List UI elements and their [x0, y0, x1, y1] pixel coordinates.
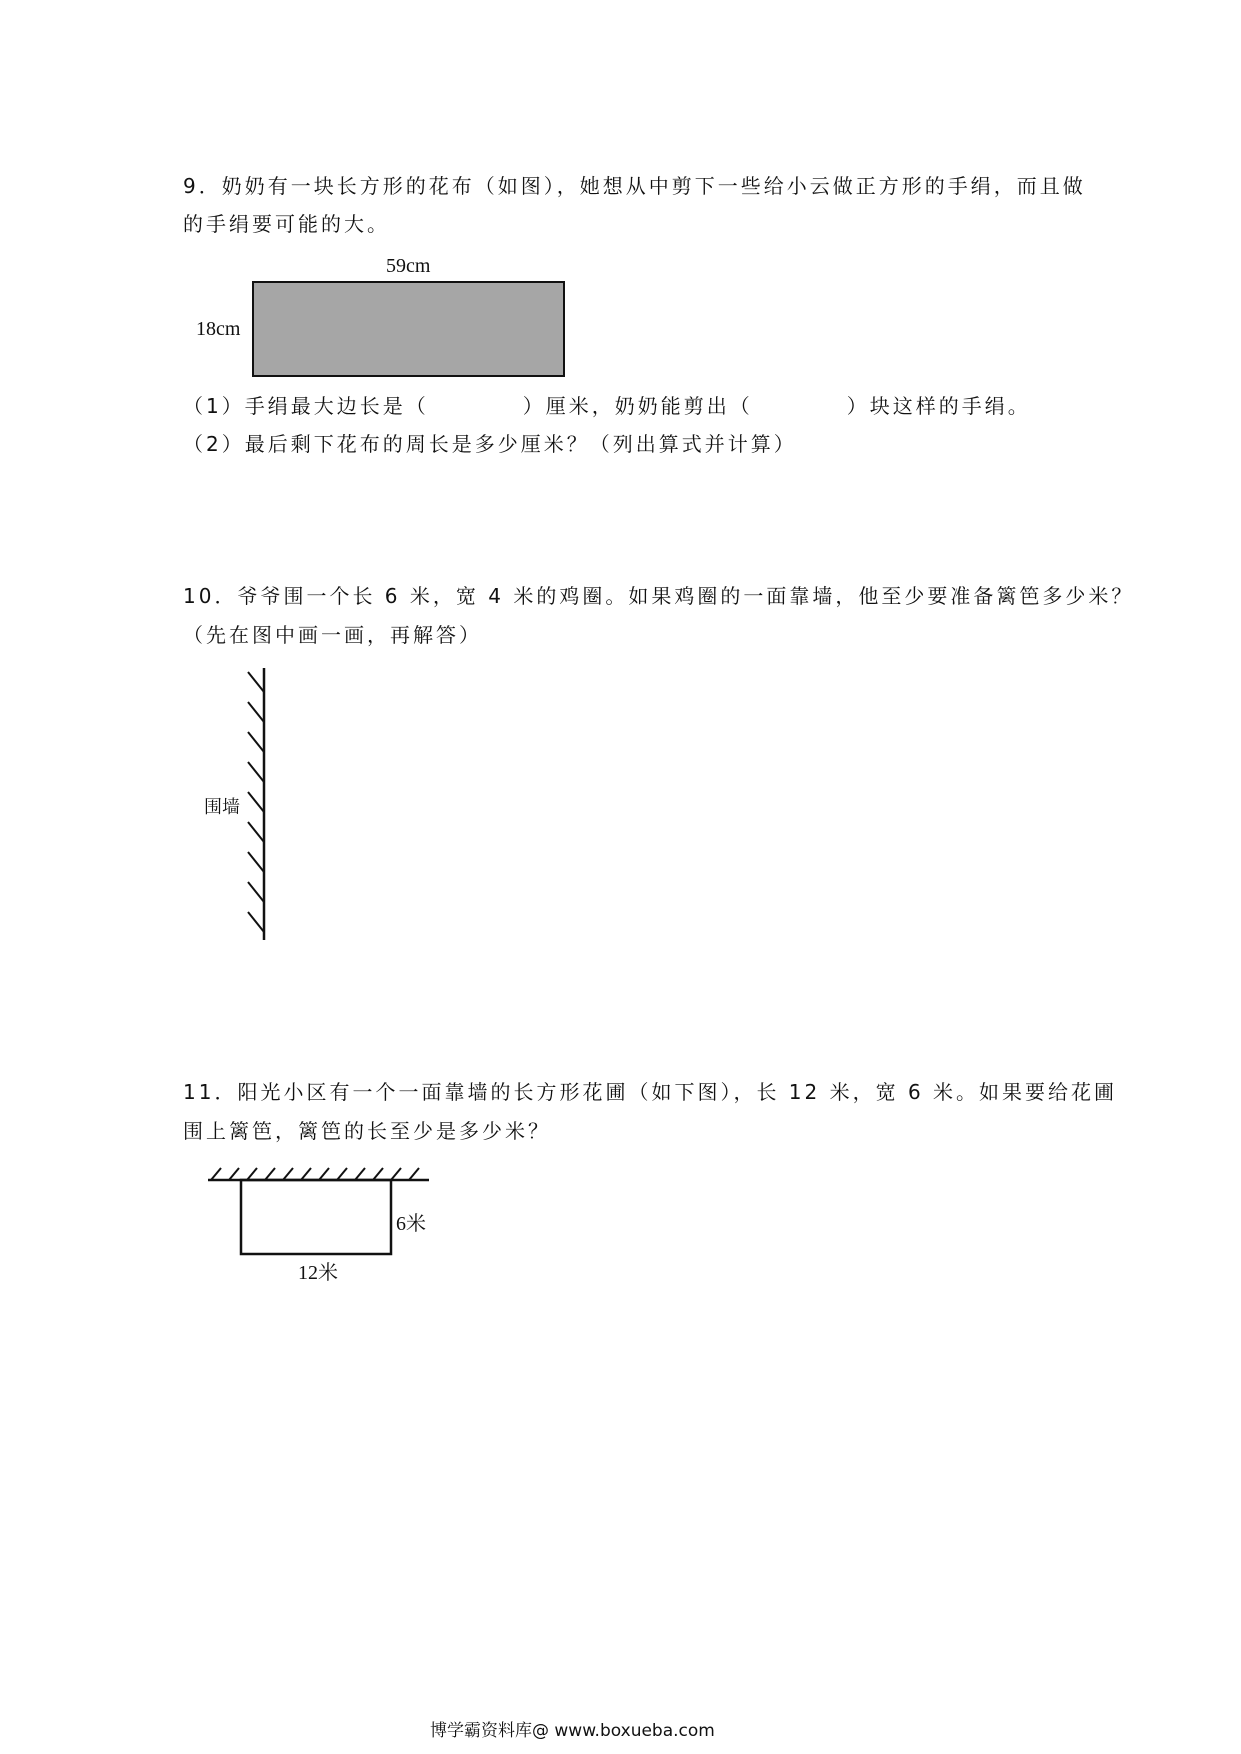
garden-rectangle	[241, 1180, 391, 1254]
wall-label: 围墙	[204, 797, 240, 818]
q9-sub1-part-c: ）块这样的手绢。	[846, 394, 1031, 418]
q9-sub1	[183, 392, 1031, 420]
q9-text-line2: 的手绢要可能的大。	[183, 212, 390, 236]
q11-text-line1: 11．阳光小区有一个一面靠墙的长方形花圃（如下图），长 12 米，宽 6 米。如果要给花圃	[183, 1080, 1118, 1104]
q9-sub2: （2）最后剩下花布的周长是多少厘米？（列出算式并计算）	[183, 432, 797, 456]
wall-hatching	[248, 672, 264, 932]
cloth-width-label: 18cm	[196, 318, 241, 340]
q10-text-line1: 10．爷爷围一个长 6 米，宽 4 米的鸡圈。如果鸡圈的一面靠墙，他至少要准备篱笆多少米？	[183, 584, 1135, 608]
q9-sub1-part-a: （1）手绢最大边长是（	[183, 394, 429, 418]
wall-diagram	[230, 660, 280, 950]
q11-text-line2: 围上篱笆，篱笆的长至少是多少米？	[183, 1119, 551, 1143]
q9-text-line1: 9．奶奶有一块长方形的花布（如图），她想从中剪下一些给小云做正方形的手绢，而且做	[183, 174, 1086, 198]
q9-sub1-part-b: ）厘米，奶奶能剪出（	[522, 394, 753, 418]
footer-watermark: 博学霸资料库@ www.boxueba.com	[430, 1721, 715, 1741]
garden-width-label: 6米	[396, 1213, 426, 1235]
garden-length-label: 12米	[298, 1262, 338, 1284]
cloth-rectangle	[252, 281, 565, 377]
garden-wall-hatching	[211, 1168, 419, 1180]
q10-text-line2: （先在图中画一画，再解答）	[183, 623, 482, 647]
cloth-length-label: 59cm	[386, 255, 431, 277]
